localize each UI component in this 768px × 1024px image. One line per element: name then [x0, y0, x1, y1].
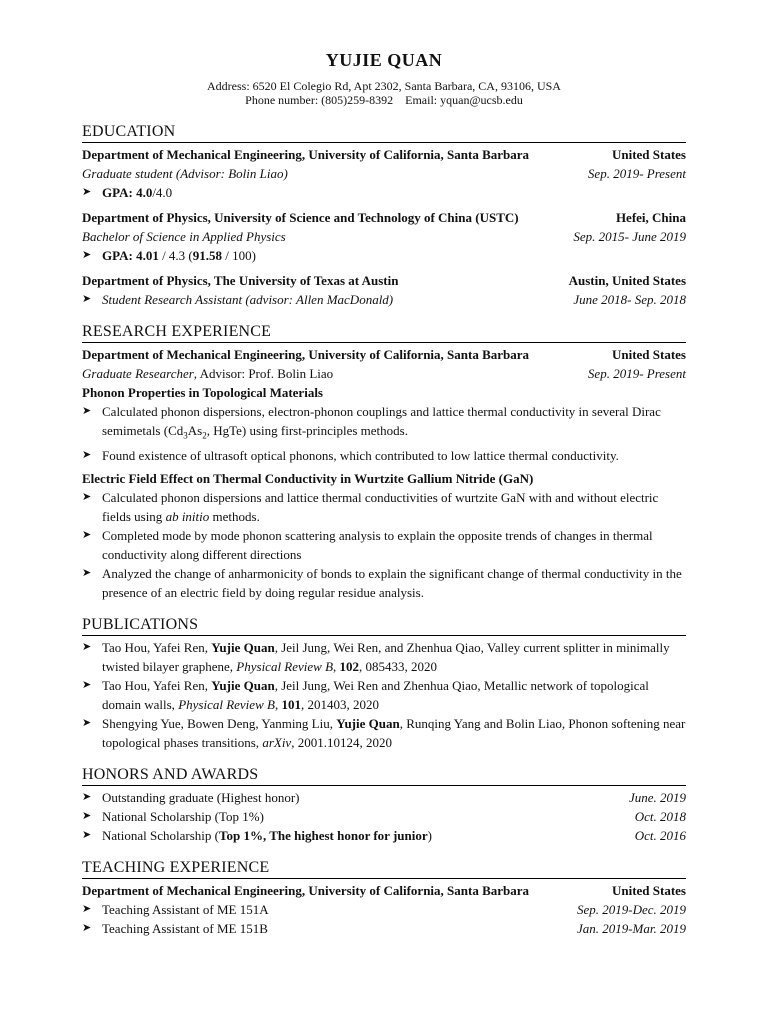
list-item: ➤ Calculated phonon dispersions and lattice thermal conductivities of wurtzite GaN with and without electric fields using ab initio methods. — [82, 489, 659, 524]
bullet-arrow-icon: ➤ — [82, 249, 92, 261]
research-heading: RESEARCH EXPERIENCE — [82, 323, 686, 343]
edu-ustc-dept: Department of Physics, University of Science and Technology of China (USTC) — [82, 210, 519, 225]
honors-heading: HONORS AND AWARDS — [82, 766, 686, 786]
gpa-value: 4.01 — [136, 248, 159, 263]
teaching-location: United States — [611, 882, 686, 898]
bullet-arrow-icon: ➤ — [82, 828, 92, 841]
edu-ucsb-dept: Department of Mechanical Engineering, University of California, Santa Barbara — [82, 147, 530, 162]
bullet-arrow-icon: ➤ — [82, 921, 92, 934]
bullet-arrow-icon: ➤ — [82, 186, 92, 198]
resume-page — [82, 0, 686, 938]
bullet-arrow-icon: ➤ — [82, 902, 92, 915]
bullet-arrow-icon: ➤ — [82, 640, 92, 653]
research-date: Sep. 2019- Present — [587, 366, 686, 381]
gpa-percent-scale: / 100) — [222, 248, 256, 263]
list-item: ➤ Completed mode by mode phonon scattering analysis to explain the opposite trends of changes in thermal conductivity along different directions — [82, 527, 653, 562]
honor-item: ➤ National Scholarship (Top 1%) Oct. 2018 — [82, 808, 686, 824]
gpa-scale: /4.0 — [152, 185, 173, 200]
edu-ucsb-location: United States — [611, 147, 686, 162]
teaching-dept: Department of Mechanical Engineering, University of California, Santa Barbara — [82, 882, 530, 898]
bullet-arrow-icon: ➤ — [82, 566, 92, 579]
list-item: ➤ Found existence of ultrasoft optical phonons, which contributed to low lattice thermal conductivity. — [82, 447, 619, 463]
edu-ucsb-header — [82, 145, 686, 164]
research-location: United States — [611, 347, 686, 362]
project-title-1: Phonon Properties in Topological Materials — [82, 385, 323, 400]
list-item: ➤ Calculated phonon dispersions, electron-phonon couplings and lattice thermal conductivity in several Dirac semimetals ($Cd_3As_2$, HgTe) using first-principles methods. — [82, 402, 686, 446]
gpa-value: 4.0 — [136, 185, 153, 200]
teaching-header — [82, 881, 686, 900]
research-dept: Department of Mechanical Engineering, University of California, Santa Barbara — [82, 347, 530, 362]
publication-item: ➤ Tao Hou, Yafei Ren, Yujie Quan, Jeil Jung, Wei Ren, and Zhenhua Qiao, Valley current splitter in minimally twisted bilayer graphene, Physical Review B, 102, 085433, 2020 — [82, 639, 670, 674]
honor-item: ➤ National Scholarship (Top 1%, The highest honor for junior) Oct. 2016 — [82, 827, 686, 843]
edu-ucsb-date: Sep. 2019- Present — [587, 166, 686, 181]
bullet-arrow-icon: ➤ — [82, 809, 92, 822]
edu-ustc-role: Bachelor of Science in Applied Physics — [82, 229, 286, 244]
bullet-arrow-icon: ➤ — [82, 293, 92, 305]
bullet-arrow-icon: ➤ — [82, 528, 92, 541]
honor-item: ➤ Outstanding graduate (Highest honor) June. 2019 — [82, 789, 686, 805]
gpa-label: GPA: — [102, 248, 137, 263]
research-role-title: Graduate Researcher — [82, 366, 194, 381]
research-advisor: , Advisor: Prof. Bolin Liao — [193, 366, 334, 381]
research-header — [82, 345, 686, 364]
bullet-arrow-icon: ➤ — [82, 405, 92, 417]
gpa-label: GPA: — [102, 185, 137, 200]
list-item: ➤ Analyzed the change of anharmonicity of bonds to explain the significant change of thermal conductivity in the presence of an electric field by doing regular residue analysis. — [82, 565, 682, 600]
bullet-arrow-icon: ➤ — [82, 790, 92, 803]
gpa-percent-value: 91.58 — [192, 248, 223, 263]
publication-item: ➤ Shengying Yue, Bowen Deng, Yanming Liu, Yujie Quan, Runqing Yang and Bolin Liao, Phonon softening near topological phases transitions, arXiv, 2001.10124, 2020 — [82, 715, 686, 750]
bullet-arrow-icon: ➤ — [82, 716, 92, 729]
edu-ut-date: June 2018- Sep. 2018 — [573, 292, 686, 307]
edu-ut-role: Student Research Assistant (advisor: Allen MacDonald) — [102, 292, 394, 307]
edu-ut-role-row — [82, 290, 686, 309]
teaching-item: ➤ Teaching Assistant of ME 151A Sep. 2019-Dec. 2019 — [82, 901, 686, 917]
phone-text: Phone number: (805)259-8392 — [245, 93, 394, 107]
edu-ustc-role-row — [82, 227, 686, 246]
edu-ut-dept: Department of Physics, The University of Texas at Austin — [82, 273, 399, 288]
publications-heading: PUBLICATIONS — [82, 616, 686, 636]
edu-ucsb-role: Graduate student (Advisor: Bolin Liao) — [82, 166, 288, 181]
address-line: Address: 6520 El Colegio Rd, Apt 2302, Santa Barbara, CA, 93106, USA — [207, 79, 561, 93]
bullet-arrow-icon: ➤ — [82, 678, 92, 691]
research-role — [82, 364, 333, 383]
teaching-item: ➤ Teaching Assistant of ME 151B Jan. 2019-Mar. 2019 — [82, 920, 686, 936]
project-title-2: Electric Field Effect on Thermal Conductivity in Wurtzite Gallium Nitride (GaN) — [82, 470, 534, 486]
edu-ustc-date: Sep. 2015- June 2019 — [573, 229, 686, 244]
edu-ustc-header — [82, 208, 686, 227]
email-text: Email: yquan@ucsb.edu — [405, 93, 523, 107]
publication-item: ➤ Tao Hou, Yafei Ren, Yujie Quan, Jeil Jung, Wei Ren and Zhenhua Qiao, Metallic network of topological domain walls, Physical Review B, 101, 201403, 2020 — [82, 677, 649, 712]
bullet-arrow-icon: ➤ — [82, 490, 92, 503]
edu-ustc-location: Hefei, China — [615, 210, 686, 225]
edu-ut-header — [82, 271, 686, 290]
contact-block — [82, 79, 686, 107]
edu-ustc-gpa — [82, 246, 686, 265]
phone-email-line — [82, 93, 686, 107]
bullet-arrow-icon: ➤ — [82, 448, 92, 461]
education-heading: EDUCATION — [82, 123, 686, 143]
teaching-heading: TEACHING EXPERIENCE — [82, 859, 686, 879]
edu-ut-location: Austin, United States — [568, 273, 686, 288]
edu-ucsb-role-row — [82, 164, 686, 183]
gpa-scale: / 4.3 ( — [158, 248, 193, 263]
edu-ucsb-gpa — [82, 183, 686, 202]
resume-name: YUJIE QUAN — [325, 50, 443, 70]
research-role-row — [82, 364, 686, 383]
